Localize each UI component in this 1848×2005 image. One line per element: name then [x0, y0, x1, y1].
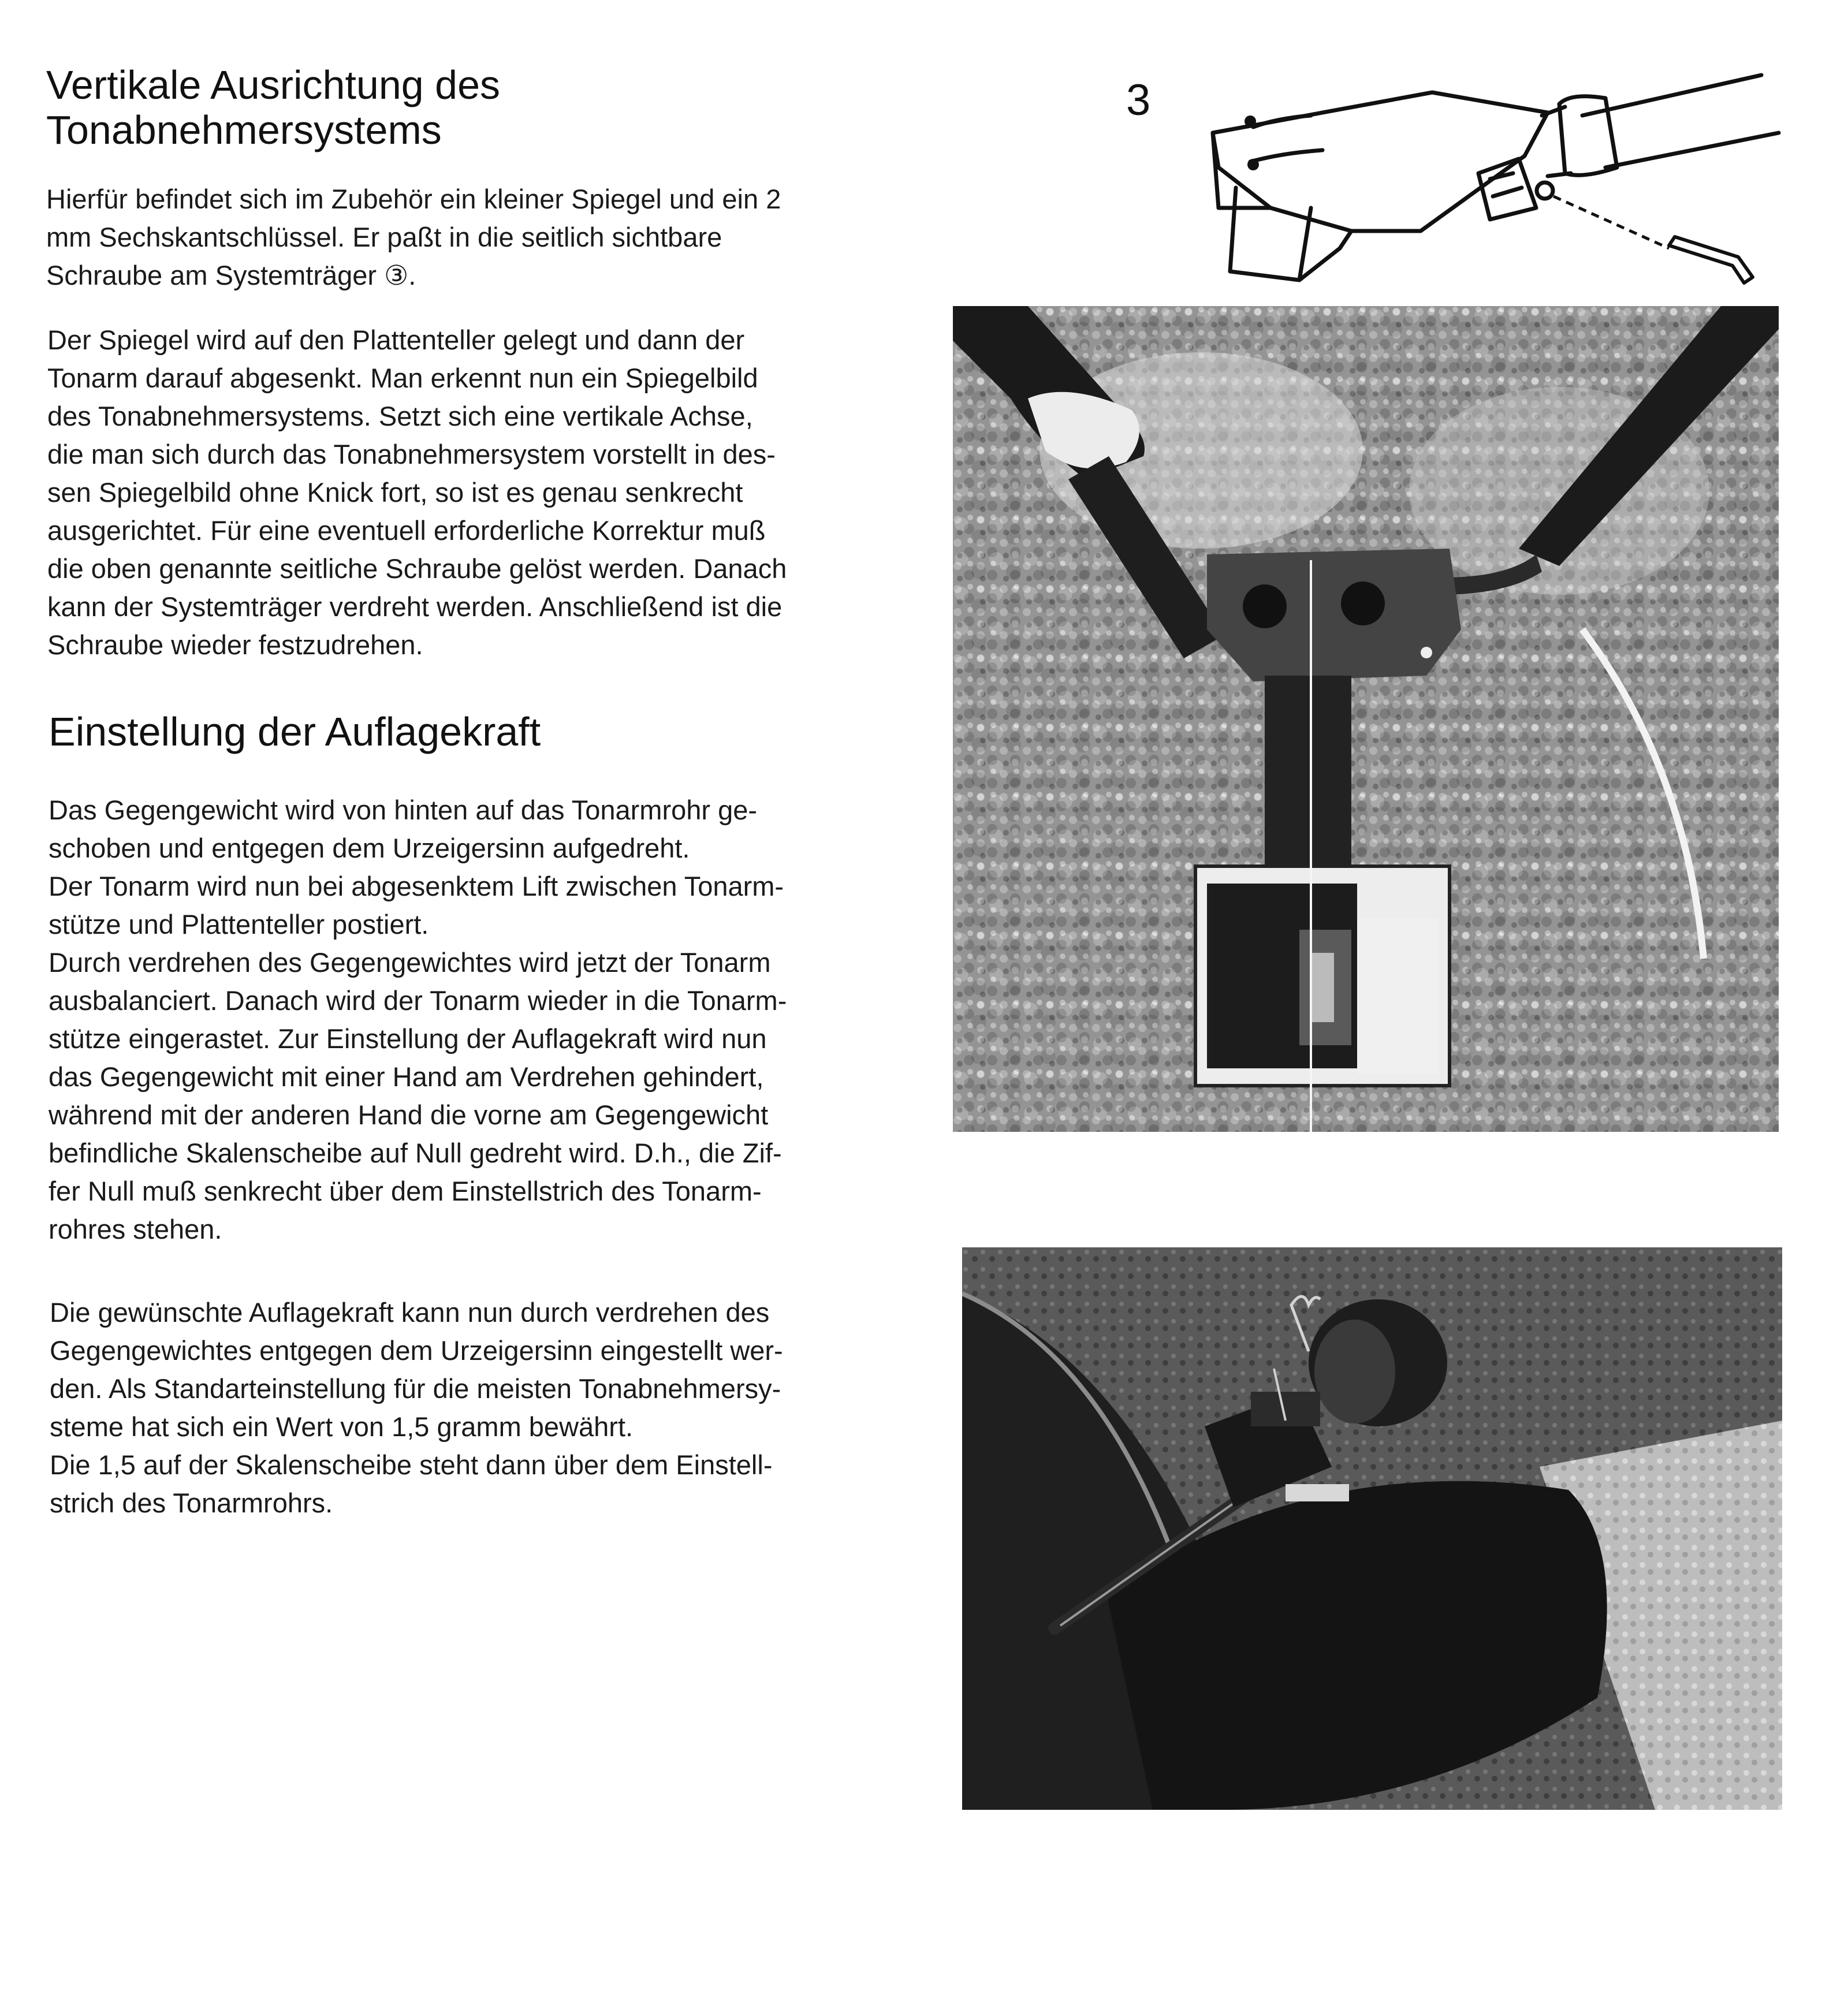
headshell-diagram	[1167, 58, 1790, 289]
text-line: sen Spiegelbild ohne Knick fort, so ist es genau senkrecht	[47, 477, 743, 508]
photo-counterweight	[962, 1247, 1782, 1810]
text-line: Der Spiegel wird auf den Plattenteller gelegt und dann der	[47, 325, 745, 355]
text-line: den. Als Standarteinstellung für die meisten Tonabnehmersy-	[50, 1373, 781, 1404]
text-line: Gegengewichtes entgegen dem Urzeigersinn eingestellt wer-	[50, 1335, 783, 1366]
paragraph-counterweight-procedure	[49, 791, 869, 1249]
text-line: befindliche Skalenscheibe auf Null gedreht wird. D.h., die Zif-	[49, 1138, 782, 1168]
text-line: steme hat sich ein Wert von 1,5 gramm bewährt.	[50, 1411, 634, 1442]
text-line: ausbalanciert. Danach wird der Tonarm wieder in die Tonarm-	[49, 985, 787, 1016]
text-line: Schraube wieder festzudrehen.	[47, 629, 423, 660]
text-line: Durch verdrehen des Gegengewichtes wird jetzt der Tonarm	[49, 947, 771, 978]
text-line: stütze und Plattenteller postiert.	[49, 909, 429, 940]
text-line: kann der Systemträger verdreht werden. Anschließend ist die	[47, 591, 783, 622]
text-line: Hierfür befindet sich im Zubehör ein kleiner Spiegel und ein 2	[46, 184, 781, 214]
text-line: Tonarm darauf abgesenkt. Man erkennt nun ein Spiegelbild	[47, 363, 758, 393]
text-line: fer Null muß senkrecht über dem Einstellstrich des Tonarm-	[49, 1176, 762, 1206]
text-line: ausgerichtet. Für eine eventuell erforderliche Korrektur muß	[47, 515, 766, 546]
section-heading-vertical-alignment	[46, 62, 855, 153]
text-line: das Gegengewicht mit einer Hand am Verdrehen gehindert,	[49, 1061, 764, 1092]
slot-screw	[1247, 159, 1259, 170]
text-line: Der Tonarm wird nun bei abgesenktem Lift zwischen Tonarm-	[49, 871, 784, 901]
text-line: Schraube am Systemträger ③.	[46, 260, 416, 290]
text-line: stütze eingerastet. Zur Einstellung der Auflagekraft wird nun	[49, 1023, 767, 1054]
text-line: schoben und entgegen dem Urzeigersinn aufgedreht.	[49, 833, 690, 863]
text-line: die man sich durch das Tonabnehmersystem vorstellt in des-	[47, 439, 776, 469]
paragraph-force-setting	[50, 1294, 870, 1522]
text-line: während mit der anderen Hand die vorne am Gegengewicht	[49, 1100, 769, 1130]
photo-cartridge-mirror-alignment	[953, 306, 1779, 1132]
text-line: mm Sechskantschlüssel. Er paßt in die seitlich sichtbare	[46, 222, 722, 252]
text-line: Das Gegengewicht wird von hinten auf das Tonarmrohr ge-	[49, 795, 758, 825]
figure-number: 3	[1126, 76, 1151, 125]
heading-line: Tonabnehmersystems	[46, 107, 442, 153]
text-line: des Tonabnehmersystems. Setzt sich eine vertikale Achse,	[47, 401, 753, 431]
text-line: Die gewünschte Auflagekraft kann nun durch verdrehen des	[50, 1297, 770, 1328]
section-heading-tracking-force: Einstellung der Auflagekraft	[49, 709, 541, 754]
paragraph-mirror-procedure	[47, 321, 867, 664]
heading-line: Vertikale Ausrichtung des	[46, 62, 501, 107]
paragraph-mirror-tools	[46, 180, 866, 295]
slot-screw	[1245, 115, 1256, 127]
text-line: Die 1,5 auf der Skalenscheibe steht dann über dem Einstell-	[50, 1449, 773, 1480]
text-line: die oben genannte seitliche Schraube gelöst werden. Danach	[47, 553, 787, 584]
hex-key-icon	[1669, 237, 1753, 283]
text-line: strich des Tonarmrohrs.	[50, 1488, 333, 1518]
text-line: rohres stehen.	[49, 1214, 222, 1244]
